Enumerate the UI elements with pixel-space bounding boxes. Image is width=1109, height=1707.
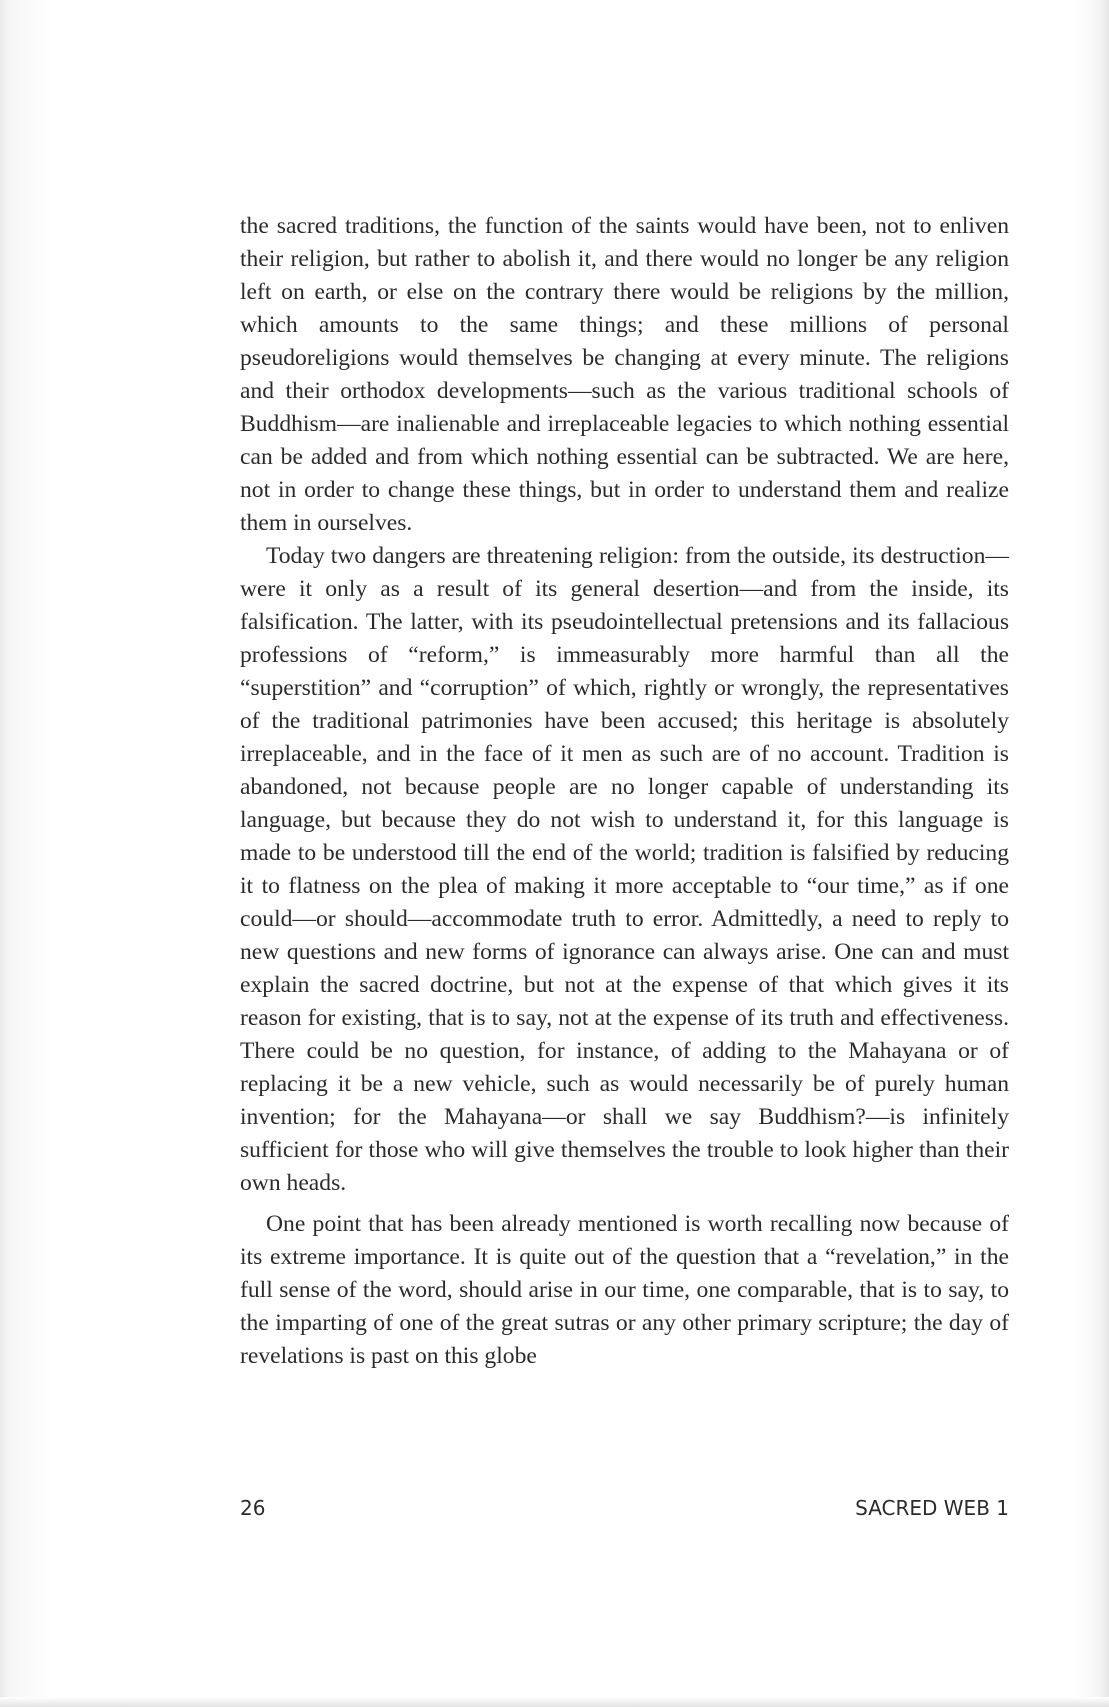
page-number: 26 — [240, 1496, 266, 1520]
running-footer-title: SACRED WEB 1 — [855, 1496, 1009, 1520]
paragraph-dangers: Today two dangers are threatening religion: from the outside, its destruction—were it only as a result of its general desertion—and from the inside, its falsification. The latter, with its pseudointellectual pretensions and its fallacious professions of “reform,” is immeasurably more harmful than all the “superstition” and “corruption” of which, rightly or wrongly, the representatives of the traditional patrimonies have been accused; this heritage is absolutely irreplaceable, and in the face of it men as such are of no account. Tradition is abandoned, not because people are no longer capable of understanding its language, but because they do not wish to understand it, for this language is made to be understood till the end of the world; tradition is falsified by reducing it to flatness on the plea of making it more acceptable to “our time,” as if one could—or should—accommodate truth to error. Admittedly, a need to reply to new questions and new forms of ignorance can always arise. One can and must explain the sacred doctrine, but not at the expense of that which gives it its reason for existing, that is to say, not at the expense of its truth and effectiveness. There could be no question, for instance, of adding to the Mahayana or of replacing it be a new vehicle, such as would necessarily be of purely human invention; for the Mahayana—or shall we say Buddhism?—is infinitely sufficient for those who will give themselves the trouble to look higher than their own heads. — [240, 543, 1009, 1196]
paragraph-continuation: the sacred traditions, the function of the saints would have been, not to enliven their religion, but rather to abolish it, and there would no longer be any religion left on earth, or else on the contrary there would be religions by the million, which amounts to the same things; and these millions of personal pseudoreligions would themselves be changing at every minute. The religions and their orthodox developments—such as the various traditional schools of Buddhism—are inalienable and irreplaceable legacies to which nothing essential can be added and from which nothing essential can be subtracted. We are here, not in order to change these things, but in order to understand them and realize them in ourselves. — [240, 213, 1009, 536]
body-text — [240, 210, 1009, 1373]
page-footer — [240, 1496, 1009, 1520]
page-edge-bottom — [0, 1697, 1109, 1707]
page-edge-left — [0, 0, 52, 1707]
page-edge-right — [1075, 0, 1109, 1707]
paragraph-revelation: One point that has been already mentioned is worth recalling now because of its extreme importance. It is quite out of the question that a “revelation,” in the full sense of the word, should arise in our time, one comparable, that is to say, to the imparting of one of the great sutras or any other primary scripture; the day of revelations is past on this globe — [240, 1211, 1009, 1369]
